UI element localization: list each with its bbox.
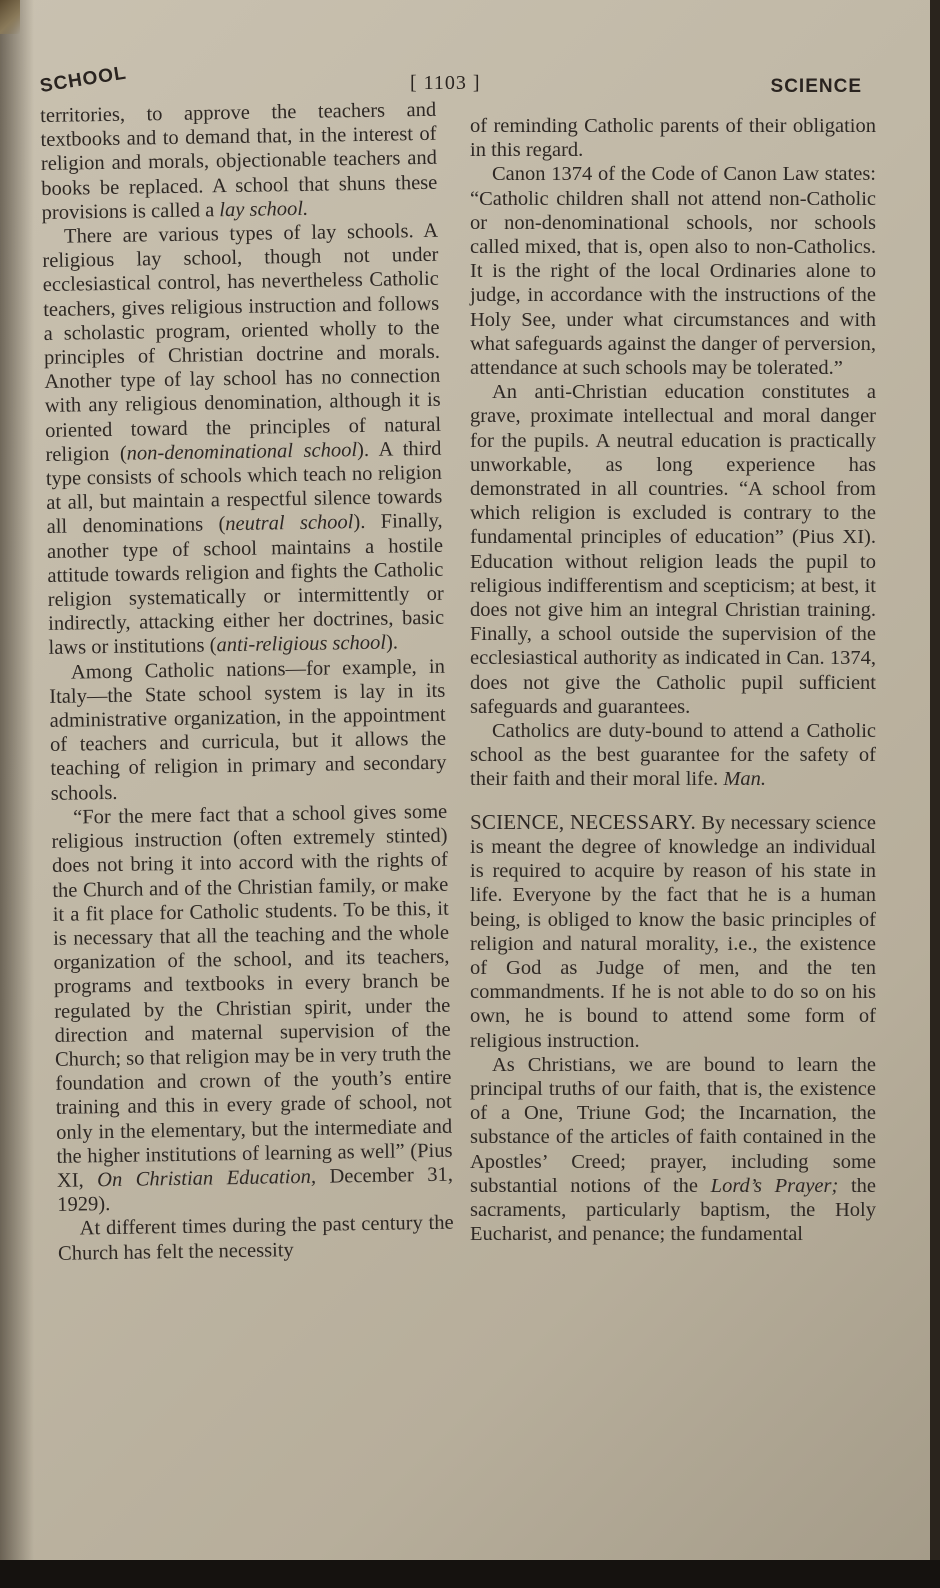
running-head-left: SCHOOL xyxy=(38,62,129,98)
text-run: territories, to approve the teachers and textbooks and to demand that, in the interest of religion and morals, objectionable teachers and books be replaced. A school that shuns these provisions is called a xyxy=(40,98,438,224)
entry-title: SCIENCE, NECESSARY. xyxy=(470,809,696,834)
emphasis-text: Lord’s Prayer; xyxy=(710,1174,839,1197)
paragraph: Among Catholic nations—for example, in Italy—the State school system is lay in its administrative organization, in the appointment of teachers and curricula, but it allows the teaching of religion in primary and secondary schools. xyxy=(49,655,447,805)
paragraph xyxy=(51,800,453,1218)
text-run: the sacraments, particularly baptism, the Holy Eucharist, and penance; the fundamental xyxy=(470,1174,876,1246)
emphasis-text: lay school. xyxy=(219,197,309,222)
text-run: “For the mere fact that a school gives some religious instruction (often extremely stinted) does not bring it into accord with the rights of the Church and of the Christian family, or make it a fit place for Catholic students. To be this, it is necessary that all the teaching and the whole organization of the school, and its teachers, programs and textbooks in every branch be regulated by the Christian spirit, under the direction and maternal supervision of the Church; so that religion may be in very truth the foundation and crown of the youth’s entire training and this in every grade of school, not only in the elementary, but the intermediate and the higher institutions of learning as well” (Pius XI, xyxy=(51,800,453,1192)
running-head-right: SCIENCE xyxy=(770,76,862,97)
text-run: As Christians, we are bound to learn the principal truths of our faith, that is, the existence of a One, Triune God; the Incarnation, the substance of the articles of faith contained in the Apostles’ Creed; prayer, including some substantial notions of the xyxy=(470,1053,876,1197)
paragraph: An anti-Christian education constitutes a grave, proximate intellectual and moral danger for the pupils. A neutral education is practically unworkable, as long experience has demonstrated in all countries. “A school from which religion is excluded is contrary to the fundamental principles of education” (Pius XI). Education without religion leads the pupil to religious indifferentism and scepticism; at best, it does not give him an integral Christian training. Finally, a school outside the supervision of the ecclesiastical authority as indicated in Can. 1374, does not give the Catholic pupil sufficient safeguards and guarantees. xyxy=(470,381,876,718)
text-run: Catholics are duty-bound to attend a Catholic school as the best guarantee for the safety of their faith and their moral life. xyxy=(470,720,876,791)
page-edge-right xyxy=(930,0,940,1588)
text-run: ). Finally, another type of school maintains a hostile attitude towards religion and fights the Catholic religion systematically or intermittently or indirectly, attacking either her doctrines, basic laws or institutions ( xyxy=(46,510,445,660)
emphasis-text: non-denominational school xyxy=(126,438,358,465)
paragraph xyxy=(470,1053,876,1247)
text-run: ). xyxy=(385,631,399,655)
text-run: By necessary science is meant the degree of knowledge an individual is required to acquire by reason of his state in life. Everyone by the fact that he is a human being, is obliged to know the basic principles of religion and natural morality, i.e., the existence of God as Judge of men, and the ten commandments. If he is not able to do so on his own, he is bound to attend some form of religious instruction. xyxy=(470,811,877,1052)
left-column xyxy=(40,98,454,1266)
page-edge-bottom xyxy=(0,1560,940,1588)
paragraph: At different times during the past century the Church has felt the necessity xyxy=(57,1211,454,1265)
paragraph: Canon 1374 of the Code of Canon Law states: “Catholic children shall not attend non-Catholic or non-denominational schools, nor schools called mixed, that is, open also to non-Catholics. It is the right of the local Ordinaries alone to judge, in accordance with the instructions of the Holy See, under what circumstances and with what safeguards against the danger of perversion, attendance at such schools may be tolerated.” xyxy=(470,163,876,380)
paragraph xyxy=(470,810,876,1053)
running-head xyxy=(38,62,862,106)
page-number: [ 1103 ] xyxy=(410,72,481,94)
paragraph: of reminding Catholic parents of their obligation in this regard. xyxy=(470,115,876,162)
paragraph xyxy=(42,219,445,661)
text-run: There are various types of lay schools. A religious lay school, though not under ecclesiastical control, has nevertheless Catholic teachers, gives religious instruction and follows a scholastic program, oriented wholly to the principles of Christian doctrine and morals. Another type of lay school has no connection with any religious denomination, although it is oriented toward the principles of natural religion ( xyxy=(42,219,442,466)
emphasis-text: neutral school xyxy=(225,511,354,536)
binding-shadow xyxy=(0,0,34,1560)
paragraph xyxy=(40,98,438,225)
paragraph xyxy=(470,719,876,792)
emphasis-text: On Christian Education, xyxy=(97,1165,317,1192)
emphasis-text: anti-religious school xyxy=(216,632,387,657)
text-run: December 31, 1929). xyxy=(57,1163,454,1217)
right-column xyxy=(470,114,876,1246)
author-signature: Man. xyxy=(723,768,767,791)
text-run: ). A third type consists of schools which teach no religion at all, but maintain a respectful silence towards all denominations ( xyxy=(45,437,443,539)
page-corner xyxy=(0,0,20,34)
